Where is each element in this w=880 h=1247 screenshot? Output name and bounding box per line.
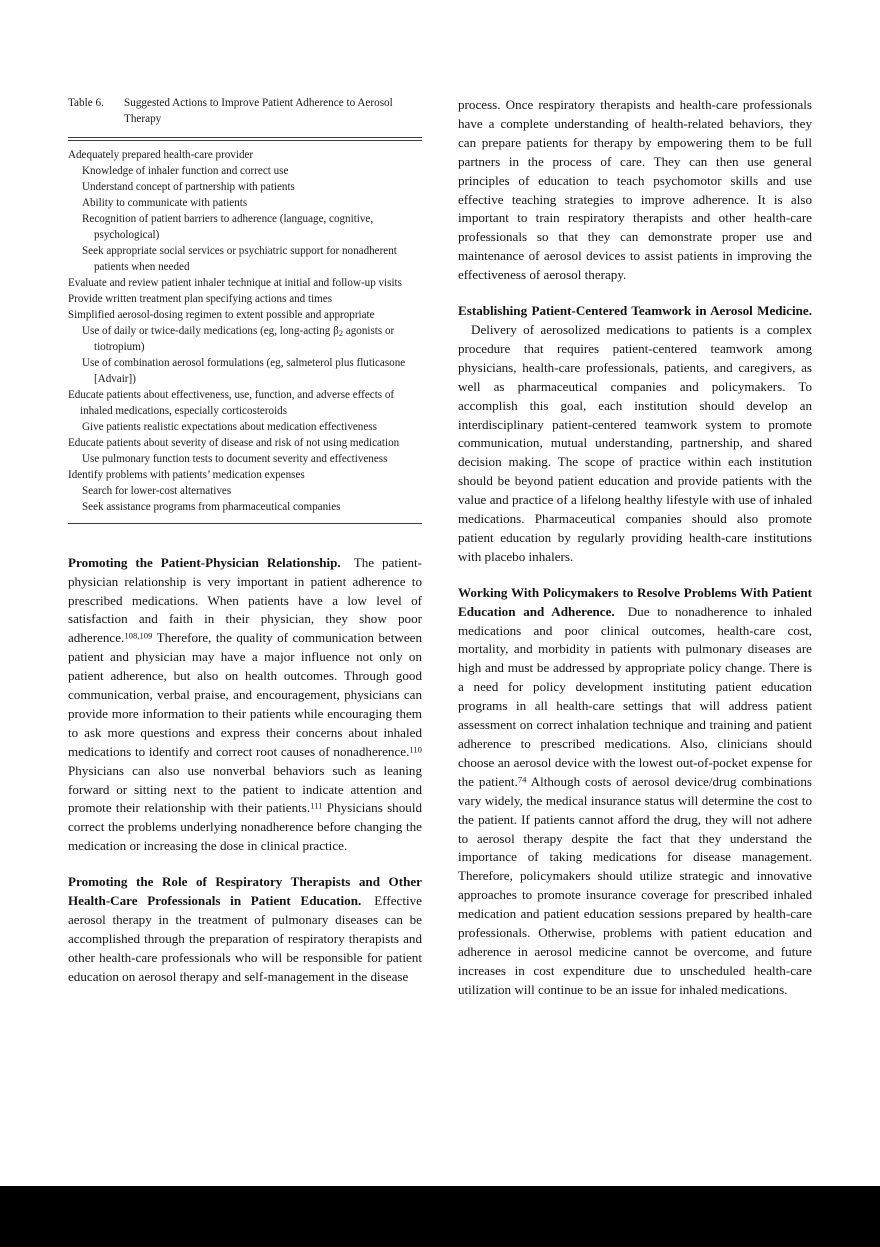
table-row: Search for lower-cost alternatives (82, 484, 232, 497)
table-row: Use pulmonary function tests to document severity and effectiveness (82, 452, 388, 465)
table-row: Recognition of patient barriers to adherence (language, cognitive, psychological) (82, 213, 374, 242)
left-paragraph: Promoting the Patient-Physician Relationship. The patient-physician relationship is very important in patient adherence to prescribed medications. When patients have a low level of satisfaction and faith in their physician, they show poor adherence.$^{108,109}$ Therefore, the quality of communication between patient and physician may have a major influence not only on patient adherence, but also on health outcomes. Through good communication, verbal praise, and encouragement, physicians can provide more information to their patients while encouraging them to ask more questions and express their concerns about inhaled medications to identify and correct root causes of nonadherence.$^{110}$ Physicians can also use nonverbal behaviors such as leaning forward or sitting next to the patient to indicate attention and promote their relationship with their patients.$^{111}$ Physicians should correct the problems underlying nonadherence before changing the medication or increasing the dose in clinical practice. (68, 554, 423, 854)
table-6 (68, 96, 422, 524)
table-row: Simplified aerosol-dosing regimen to extent possible and appropriate (68, 309, 375, 322)
right-column-text (458, 96, 812, 1000)
right-paragraph: process. Once respiratory therapists and health-care professionals have a complete understanding of health-related behaviors, they can prepare patients for therapy by empowering them to be full partners in the process of care. They can then use general principles of education to teach psychomotor skills and use effective teaching strategies to improve adherence. It is also important to train respiratory therapists and other health-care professionals so that they can demonstrate proper use and maintenance of aerosol devices to assist patients in improving the effectiveness of aerosol therapy. (458, 97, 812, 283)
table-row: Identify problems with patients’ medication expenses (68, 468, 305, 481)
table-body (68, 141, 422, 522)
right-column (458, 96, 812, 1000)
table-row: Use of combination aerosol formulations (eg, salmeterol plus fluticasone [Advair]) (82, 357, 406, 385)
table-title: Suggested Actions to Improve Patient Adherence to Aerosol Therapy (124, 97, 393, 125)
left-paragraph: Promoting the Role of Respiratory Therapists and Other Health-Care Professionals in Patient Education. Effective aerosol therapy in the treatment of pulmonary diseases can be accomplished through the preparation of respiratory therapists and other health-care professionals who will be responsible for patient education on aerosol therapy and self-management in the disease (68, 874, 422, 984)
table-row: Ability to communicate with patients (82, 197, 248, 210)
table-row: Knowledge of inhaler function and correct use (82, 165, 289, 178)
section-heading: Promoting the Patient-Physician Relationship. (68, 554, 341, 570)
table-row: Evaluate and review patient inhaler technique at initial and follow-up visits (68, 277, 402, 290)
table-row: Give patients realistic expectations about medication effectiveness (82, 420, 377, 433)
left-column-text (68, 554, 422, 987)
table-number-label: Table 6. (68, 97, 104, 109)
table-row: Seek appropriate social services or psychiatric support for nonadherent patients when needed (82, 245, 397, 274)
two-column-layout (68, 96, 812, 1000)
right-paragraph: Establishing Patient-Centered Teamwork in Aerosol Medicine.Delivery of aerosolized medications to patients is a complex procedure that requires patient-centered teamwork among physicians, health-care professionals, patients, and caregivers, as well as pharmaceutical companies and policymakers. To accomplish this goal, each institution should develop an interdisciplinary patient-centered teamwork system to promote communication, mutual understanding, partnership, and shared decision making. The scope of practice within each institution should be beyond patient education and provide patients with the value and practice of a lifelong healthy lifestyle with use of inhaled medications. Pharmaceutical companies should also promote patient education by regularly providing health-care institutions with placebo inhalers. (458, 303, 812, 564)
page-bottom-band (0, 1186, 880, 1247)
section-heading: Establishing Patient-Centered Teamwork in Aerosol Medicine. (458, 303, 812, 319)
right-paragraph: Working With Policymakers to Resolve Problems With Patient Education and Adherence. Due to nonadherence to inhaled medications and poor clinical outcomes, health-care cost, mortality, and morbidity in patients with pulmonary diseases are high and must be addressed by appropriate policy change. There is a need for policy development instituting patient education programs in all health-care settings that will address patient assessment on correct inhalation technique and training and patient adherence to prescribed medications. Also, clinicians should choose an aerosol device with the lowest out-of-pocket expense for the patient.$^{74}$ Although costs of aerosol device/drug combinations vary widely, the medical insurance status will determine the cost to the patient. If patients cannot afford the drug, they will not adhere to aerosol therapy despite the fact that they understand the importance of taking medications for disease management. Therefore, policymakers should utilize strategic and innovative approaches to promote insurance coverage for prescribed inhaled medication and patient education sessions prepared by health-care professionals. Otherwise, problems with patient education and adherence in aerosol medicine cannot be overcome, and future increases in cost expenditure due to unscheduled health-care utilization will continue to be an issue for inhaled medications. (458, 584, 812, 997)
table-row: Seek assistance programs from pharmaceutical companies (82, 500, 341, 513)
table-row: Educate patients about effectiveness, use, function, and adverse effects of inhaled medications, especially corticosteroids (68, 388, 395, 417)
table-row: Adequately prepared health-care provider (68, 149, 254, 162)
table-row: Understand concept of partnership with patients (82, 181, 295, 194)
page-content (68, 96, 812, 1096)
section-heading: Promoting the Role of Respiratory Therapists and Other Health-Care Professionals in Patient Education. (68, 874, 422, 909)
section-heading: Working With Policymakers to Resolve Problems With Patient Education and Adherence. (458, 584, 812, 619)
table-row: Educate patients about severity of disease and risk of not using medication (68, 436, 400, 449)
table-row: Provide written treatment plan specifying actions and times (68, 293, 333, 306)
table-bottom-rule (68, 523, 422, 524)
table-caption (68, 96, 422, 128)
table-row: Use of daily or twice-daily medications (eg, long-acting $\beta_2$ agonists or tiotropium) (82, 325, 395, 354)
left-column (68, 96, 422, 987)
